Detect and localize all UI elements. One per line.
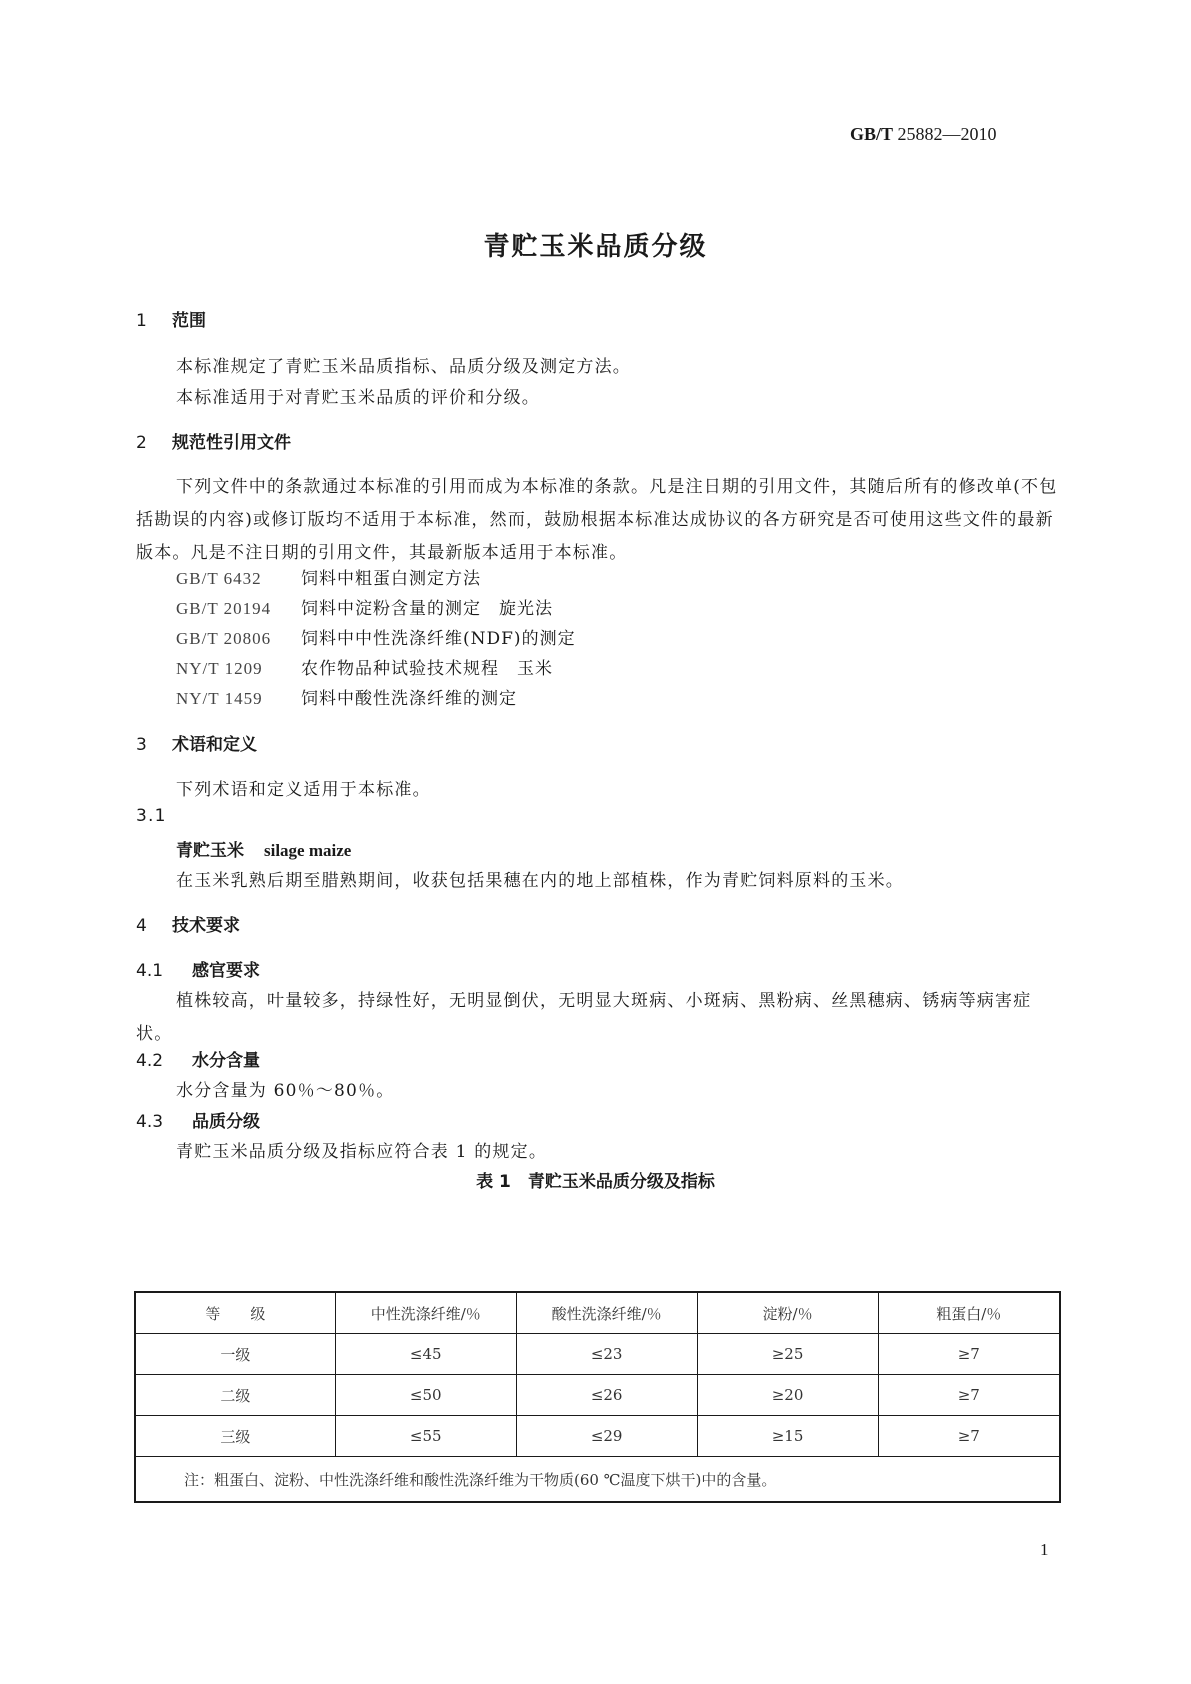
column-header: 粗蛋白/％ <box>878 1292 1060 1334</box>
subsection-title: 品质分级 <box>192 1112 260 1132</box>
table-cell: ≥25 <box>697 1334 878 1375</box>
table-cell: ≥7 <box>878 1334 1060 1375</box>
table-cell: ≥20 <box>697 1375 878 1416</box>
section-2-heading <box>136 428 291 453</box>
table-cell: ≤45 <box>335 1334 516 1375</box>
document-title: 青贮玉米品质分级 <box>483 232 708 262</box>
table-row <box>135 1416 1060 1457</box>
reference-item <box>176 594 553 619</box>
grade-cell: 一级 <box>135 1334 335 1375</box>
term-english: silage maize <box>264 841 352 860</box>
term-entry <box>176 836 351 861</box>
subsection-4-2-heading <box>136 1046 260 1071</box>
page-number: 1 <box>1040 1540 1049 1559</box>
quality-grading-table <box>134 1291 1061 1503</box>
section-3-heading <box>136 730 257 755</box>
table-cell: ≤23 <box>516 1334 697 1375</box>
term-chinese: 青贮玉米 <box>176 841 244 861</box>
table-cell: ≤50 <box>335 1375 516 1416</box>
table-cell: ≥7 <box>878 1375 1060 1416</box>
sensory-requirements-text: 植株较高，叶量较多，持绿性好，无明显倒伏，无明显大斑病、小斑病、黑粉病、丝黑穗病、锈病等病害症状。 <box>136 991 1032 1044</box>
table-cell: ≤55 <box>335 1416 516 1457</box>
reference-code: NY/T 1459 <box>176 689 263 708</box>
reference-item <box>176 684 517 709</box>
term-number: 3.1 <box>136 806 167 826</box>
column-header: 中性洗涤纤维/％ <box>335 1292 516 1334</box>
column-header: 酸性洗涤纤维/％ <box>516 1292 697 1334</box>
table-cell: ≥7 <box>878 1416 1060 1457</box>
table-header-row <box>135 1292 1060 1334</box>
reference-item <box>176 564 481 589</box>
table-cell: ≤29 <box>516 1416 697 1457</box>
moisture-content-text: 水分含量为 60％～80％。 <box>176 1081 395 1101</box>
section-title: 范围 <box>172 311 206 331</box>
standard-code <box>850 124 997 145</box>
subsection-4-3-heading <box>136 1107 260 1132</box>
grade-cell: 三级 <box>135 1416 335 1457</box>
table-row <box>135 1334 1060 1375</box>
term-definition: 在玉米乳熟后期至腊熟期间，收获包括果穗在内的地上部植株，作为青贮饲料原料的玉米。 <box>176 871 904 891</box>
column-header: 等 级 <box>135 1292 335 1334</box>
subsection-number: 4.2 <box>136 1051 164 1071</box>
subsection-4-1-heading <box>136 956 260 981</box>
reference-code: NY/T 1209 <box>176 659 263 678</box>
table-caption: 表 1 青贮玉米品质分级及指标 <box>476 1172 715 1192</box>
table-cell: ≤26 <box>516 1375 697 1416</box>
reference-code: GB/T 6432 <box>176 569 262 588</box>
standard-prefix: GB/T <box>850 124 894 144</box>
section-number: 2 <box>136 433 147 453</box>
reference-title: 农作物品种试验技术规程 玉米 <box>301 659 553 679</box>
section-4-heading <box>136 911 240 936</box>
reference-title: 饲料中淀粉含量的测定 旋光法 <box>301 599 553 619</box>
table-note-row <box>135 1457 1060 1503</box>
subsection-title: 水分含量 <box>192 1051 260 1071</box>
reference-title: 饲料中中性洗涤纤维(NDF)的测定 <box>301 629 576 649</box>
reference-item <box>176 654 553 679</box>
reference-code: GB/T 20806 <box>176 629 272 648</box>
grade-cell: 二级 <box>135 1375 335 1416</box>
subsection-number: 4.1 <box>136 961 164 981</box>
normative-references-intro: 下列文件中的条款通过本标准的引用而成为本标准的条款。凡是注日期的引用文件，其随后所有的修改单(不包括勘误的内容)或修订版均不适用于本标准，然而，鼓励根据本标准达成协议的各方研究是否可使用这些文件的最新版本。凡是不注日期的引用文件，其最新版本适用于本标准。 <box>136 477 1058 563</box>
scope-line-2: 本标准适用于对青贮玉米品质的评价和分级。 <box>176 388 540 408</box>
reference-title: 饲料中酸性洗涤纤维的测定 <box>301 689 517 709</box>
standard-number: 25882—2010 <box>897 124 997 144</box>
reference-code: GB/T 20194 <box>176 599 272 618</box>
section-1-heading <box>136 306 206 331</box>
reference-title: 饲料中粗蛋白测定方法 <box>301 569 481 589</box>
section-number: 4 <box>136 916 147 936</box>
column-header: 淀粉/％ <box>697 1292 878 1334</box>
table-note: 注：粗蛋白、淀粉、中性洗涤纤维和酸性洗涤纤维为干物质(60 ℃温度下烘干)中的含量。 <box>135 1457 1060 1503</box>
table-row <box>135 1375 1060 1416</box>
subsection-number: 4.3 <box>136 1112 164 1132</box>
table-cell: ≥15 <box>697 1416 878 1457</box>
section-title: 术语和定义 <box>172 735 257 755</box>
section-title: 技术要求 <box>172 916 240 936</box>
subsection-title: 感官要求 <box>192 961 260 981</box>
terms-intro: 下列术语和定义适用于本标准。 <box>176 780 431 800</box>
section-number: 3 <box>136 735 147 755</box>
scope-line-1: 本标准规定了青贮玉米品质指标、品质分级及测定方法。 <box>176 357 631 377</box>
section-number: 1 <box>136 311 147 331</box>
section-title: 规范性引用文件 <box>172 433 291 453</box>
reference-item <box>176 624 576 649</box>
quality-grading-text: 青贮玉米品质分级及指标应符合表 1 的规定。 <box>176 1142 548 1162</box>
